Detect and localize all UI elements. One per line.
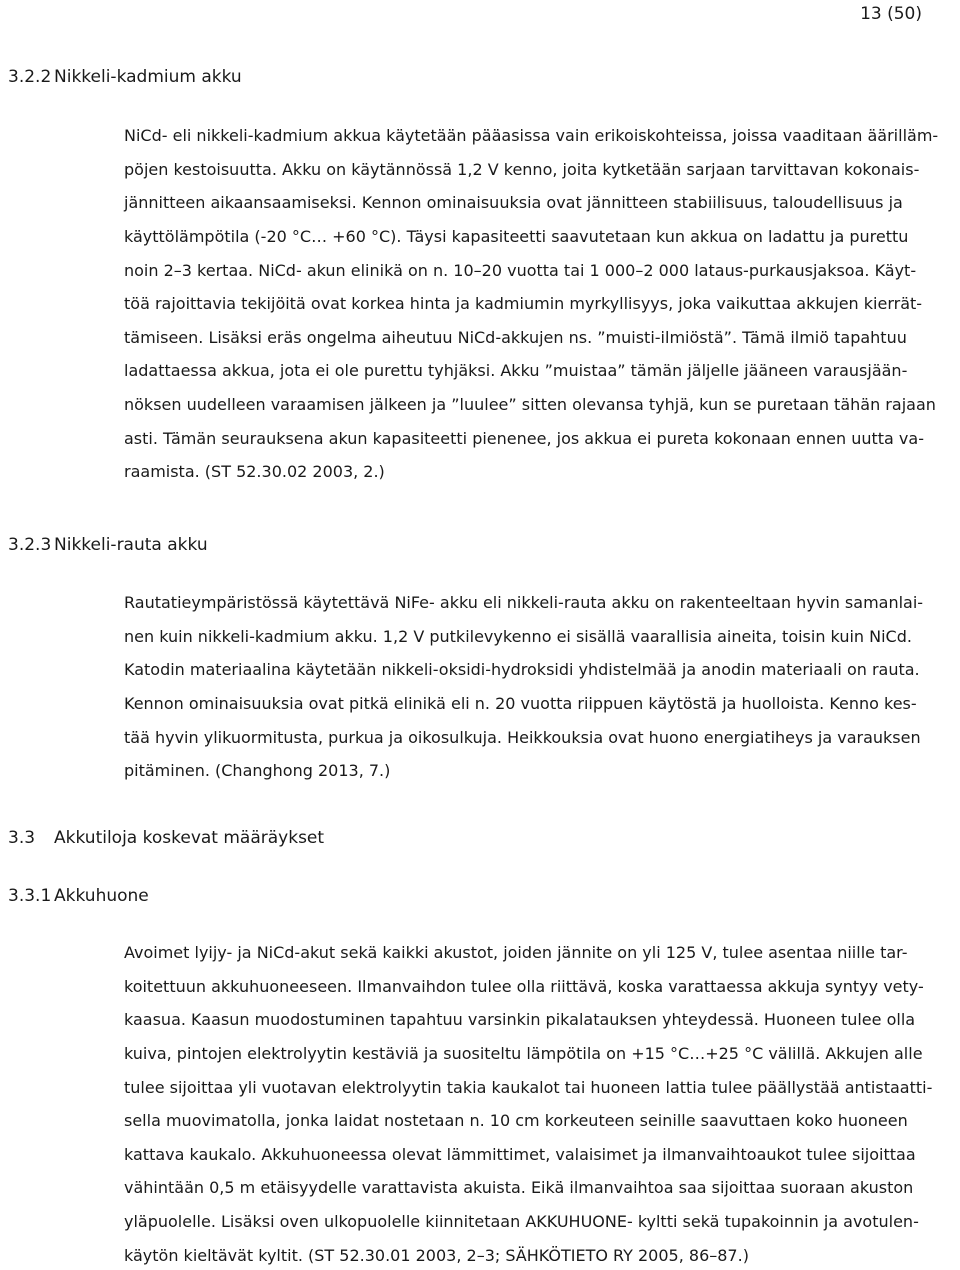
section-number: 3.3 bbox=[8, 828, 36, 848]
text-line: tää hyvin ylikuormitusta, purkua ja oikosulkuja. Heikkouksia ovat huono energiatiheys ja varauksen bbox=[124, 728, 921, 747]
section-heading-3-2-2 bbox=[8, 66, 242, 88]
section-number: 3.2.2 bbox=[8, 67, 52, 87]
text-line: ladattaessa akkua, jota ei ole purettu tyhjäksi. Akku ”muistaa” tämän jäljelle jääneen varausjään- bbox=[124, 361, 908, 380]
section-number: 3.3.1 bbox=[8, 886, 52, 906]
text-line: NiCd- eli nikkeli-kadmium akkua käytetään pääasissa vain erikoiskohteissa, joissa vaaditaan äärilläm- bbox=[124, 126, 939, 145]
text-line: Katodin materiaalina käytetään nikkeli-oksidi-hydroksidi yhdistelmää ja anodin materiaali on rauta. bbox=[124, 660, 920, 679]
section-title: Nikkeli-rauta akku bbox=[54, 535, 208, 555]
section-heading-3-2-3 bbox=[8, 534, 208, 556]
text-line: kuiva, pintojen elektrolyytin kestäviä ja suositeltu lämpötila on +15 °C…+25 °C välillä. Akkujen alle bbox=[124, 1044, 923, 1063]
text-line: Rautatieympäristössä käytettävä NiFe- akku eli nikkeli-rauta akku on rakenteeltaan hyvin samanlai- bbox=[124, 593, 924, 612]
section-title: Akkuhuone bbox=[54, 886, 149, 906]
text-line: pitäminen. (Changhong 2013, 7.) bbox=[124, 761, 391, 780]
text-line: yläpuolelle. Lisäksi oven ulkopuolelle kiinnitetaan AKKUHUONE- kyltti sekä tupakoinnin ja avotulen- bbox=[124, 1212, 919, 1231]
text-line: käyttölämpötila (-20 °C… +60 °C). Täysi kapasiteetti saavutetaan kun akkua on ladattu ja purettu bbox=[124, 227, 909, 246]
text-line: jännitteen aikaansaamiseksi. Kennon ominaisuuksia ovat jännitteen stabiilisuus, taloudellisuus ja bbox=[124, 193, 903, 212]
section-heading-3-3-1 bbox=[8, 885, 149, 907]
text-line: tulee sijoittaa yli vuotavan elektrolyytin takia kaukalot tai huoneen lattia tulee päällystää antistaatti- bbox=[124, 1078, 933, 1097]
page-number: 13 (50) bbox=[860, 4, 922, 24]
text-line: Kennon ominaisuuksia ovat pitkä elinikä eli n. 20 vuotta riippuen käytöstä ja huolloista. Kenno kes- bbox=[124, 694, 917, 713]
text-line: sella muovimatolla, jonka laidat nostetaan n. 10 cm korkeuteen seinille saavuttaen koko huoneen bbox=[124, 1111, 908, 1130]
text-line: noin 2–3 kertaa. NiCd- akun elinikä on n. 10–20 vuotta tai 1 000–2 000 lataus-purkausjaksoa. Käyt- bbox=[124, 261, 917, 280]
section-title: Akkutiloja koskevat määräykset bbox=[54, 828, 325, 848]
text-line: töä rajoittavia tekijöitä ovat korkea hinta ja kadmiumin myrkyllisyys, joka vaikuttaa akkujen kierrät- bbox=[124, 294, 923, 313]
text-line: nöksen uudelleen varaamisen jälkeen ja ”luulee” sitten olevansa tyhjä, kun se puretaan tähän rajaan bbox=[124, 395, 936, 414]
text-line: kaasua. Kaasun muodostuminen tapahtuu varsinkin pikalatauksen yhteydessä. Huoneen tulee olla bbox=[124, 1010, 916, 1029]
text-line: Avoimet lyijy- ja NiCd-akut sekä kaikki akustot, joiden jännite on yli 125 V, tulee asentaa niille tar- bbox=[124, 943, 908, 962]
text-line: käytön kieltävät kyltit. (ST 52.30.01 2003, 2–3; SÄHKÖTIETO RY 2005, 86–87.) bbox=[124, 1246, 749, 1265]
text-line: kattava kaukalo. Akkuhuoneessa olevat lämmittimet, valaisimet ja ilmanvaihtoaukot tulee sijoittaa bbox=[124, 1145, 916, 1164]
text-line: vähintään 0,5 m etäisyydelle varattavista akuista. Eikä ilmanvaihtoa saa sijoittaa suoraan akuston bbox=[124, 1178, 914, 1197]
text-line: koitettuun akkuhuoneeseen. Ilmanvaihdon tulee olla riittävä, koska varattaessa akkuja syntyy vety- bbox=[124, 977, 924, 996]
text-line: pöjen kestoisuutta. Akku on käytännössä 1,2 V kenno, joita kytketään sarjaan tarvittavan kokonais- bbox=[124, 160, 920, 179]
text-line: nen kuin nikkeli-kadmium akku. 1,2 V putkilevykenno ei sisällä vaarallisia aineita, toisin kuin NiCd. bbox=[124, 627, 912, 646]
text-line: tämiseen. Lisäksi eräs ongelma aiheutuu NiCd-akkujen ns. ”muisti-ilmiöstä”. Tämä ilmiö tapahtuu bbox=[124, 328, 907, 347]
section-title: Nikkeli-kadmium akku bbox=[54, 67, 242, 87]
text-line: asti. Tämän seurauksena akun kapasiteetti pienenee, jos akkua ei pureta kokonaan ennen uutta va- bbox=[124, 429, 924, 448]
text-line: raamista. (ST 52.30.02 2003, 2.) bbox=[124, 462, 385, 481]
section-number: 3.2.3 bbox=[8, 535, 52, 555]
section-heading-3-3 bbox=[8, 827, 324, 849]
